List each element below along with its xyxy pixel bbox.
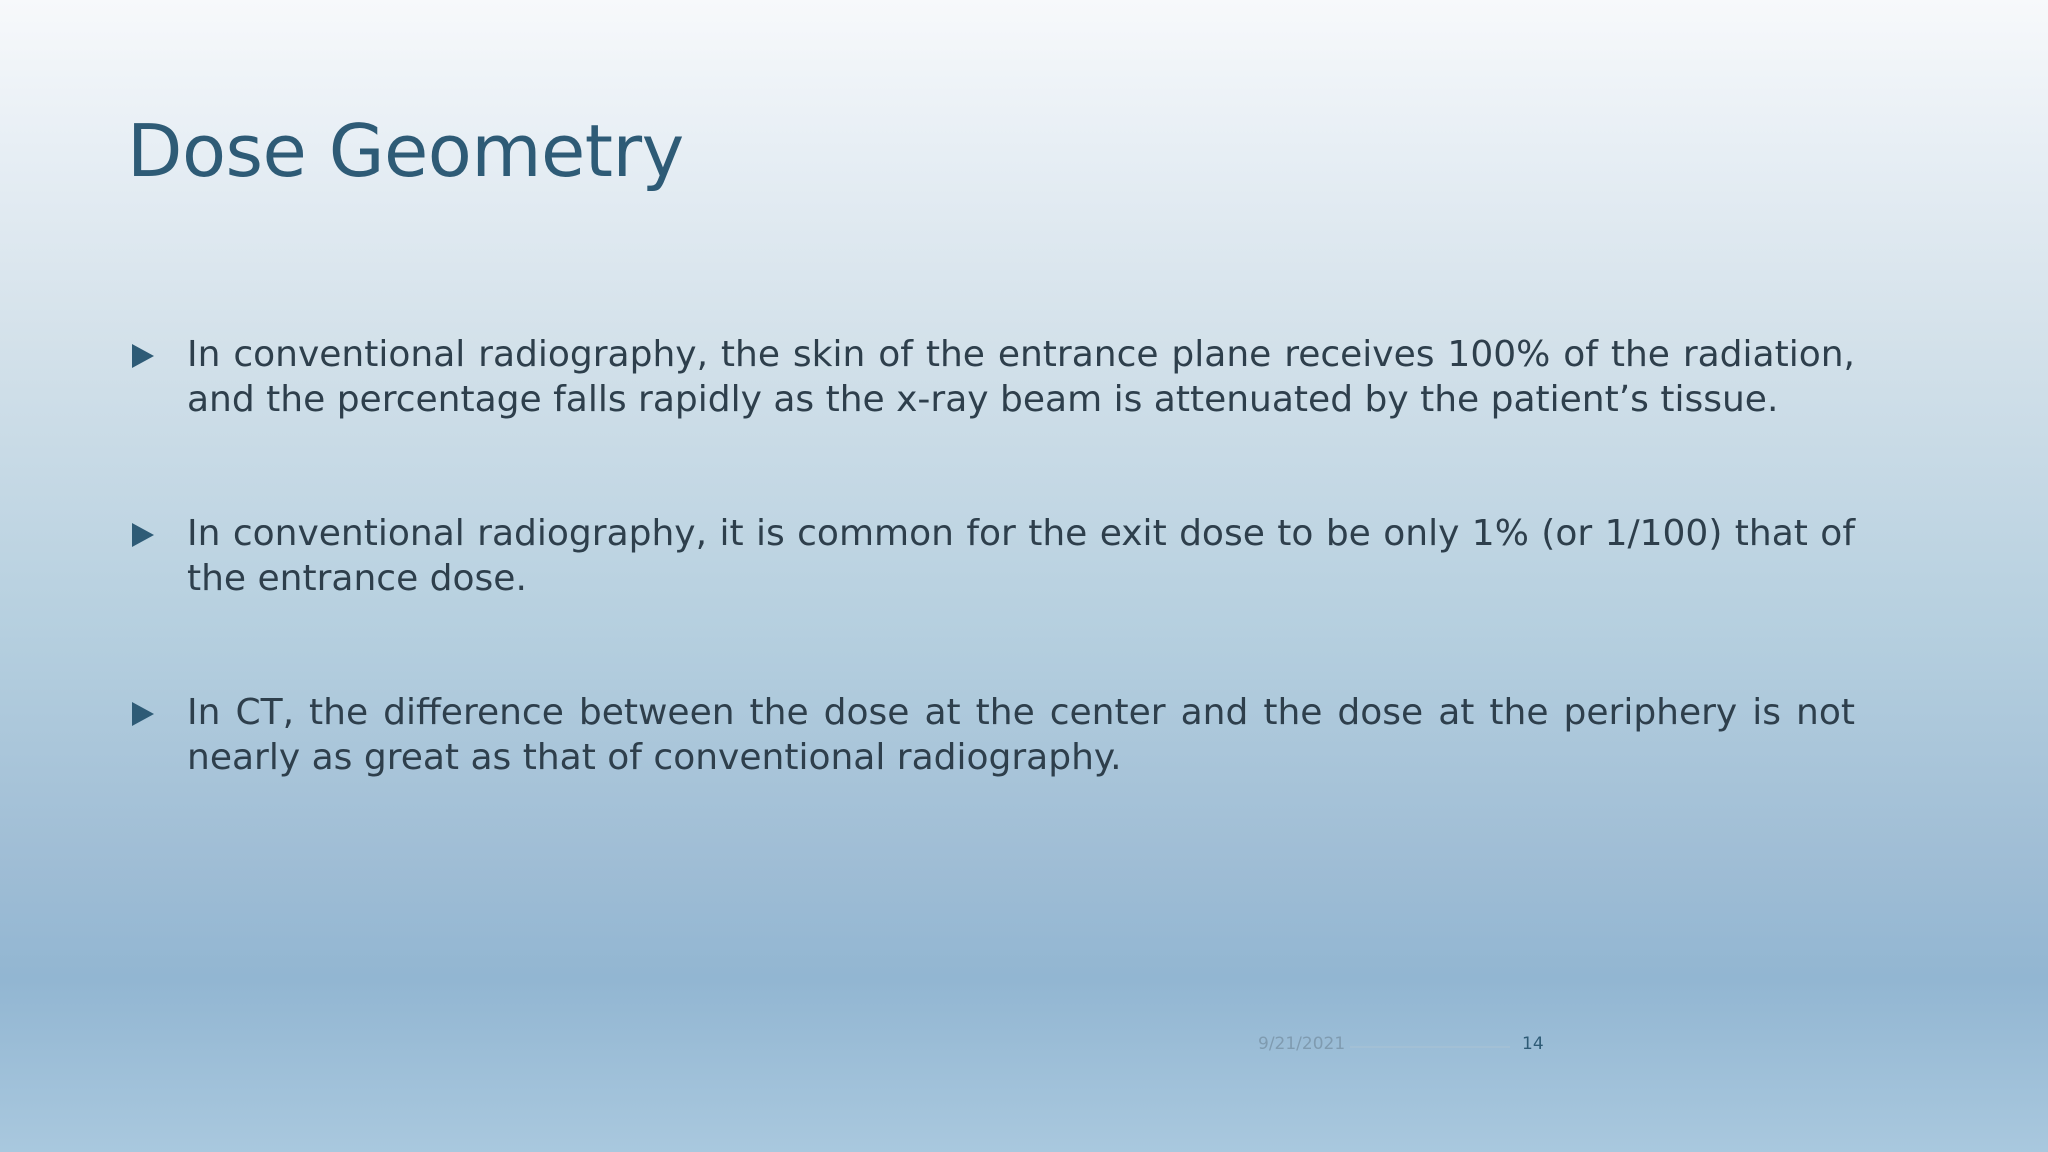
bullet-list <box>130 332 1855 869</box>
footer-date: 9/21/2021 <box>1258 1034 1346 1054</box>
footer-divider <box>1350 1046 1510 1048</box>
bullet-text: In CT, the difference between the dose at the center and the dose at the periphery is not nearly as great as that of conventional radiography. <box>187 692 1855 778</box>
bullet-text: In conventional radiography, the skin of the entrance plane receives 100% of the radiation, and the percentage falls rapidly as the x-ray beam is attenuated by the patient’s tissue. <box>187 334 1855 420</box>
triangle-right-icon <box>132 702 154 726</box>
bullet-item <box>130 511 1855 601</box>
slide-title: Dose Geometry <box>127 109 684 193</box>
triangle-right-icon <box>132 344 154 368</box>
bullet-item <box>130 332 1855 422</box>
bullet-item <box>130 690 1855 780</box>
bullet-text: In conventional radiography, it is common for the exit dose to be only 1% (or 1/100) that of the entrance dose. <box>187 513 1855 599</box>
triangle-right-icon <box>132 523 154 547</box>
slide-number: 14 <box>1522 1034 1544 1054</box>
